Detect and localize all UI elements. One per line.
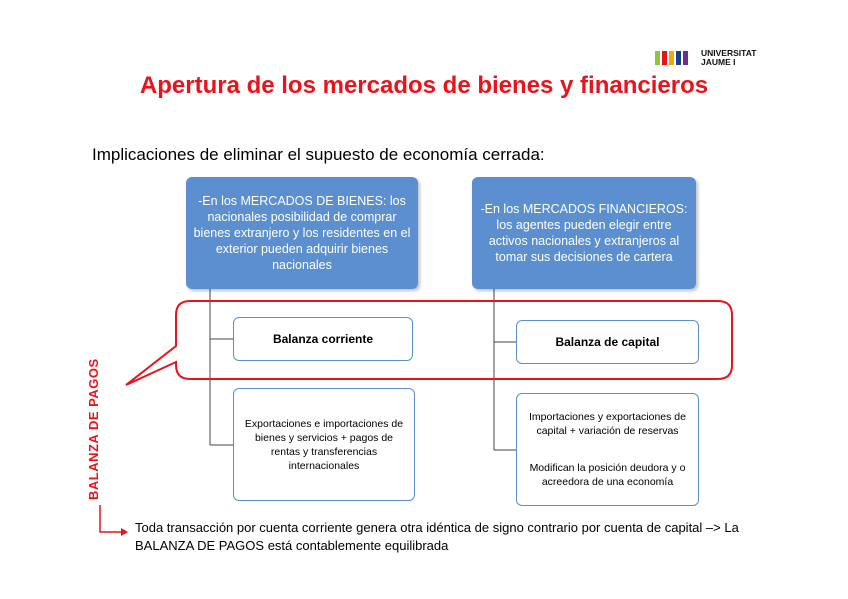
mercados-bienes-box: -En los MERCADOS DE BIENES: los nacionales posibilidad de comprar bienes extranjero y los residentes en el exterior pueden adquirir bienes nacionales: [186, 177, 418, 289]
balanza-corriente-box: Balanza corriente: [233, 317, 413, 361]
capital-detail-line1: Importaciones y exportaciones de capital + variación de reservas: [528, 410, 686, 437]
balanza-capital-detail: [516, 393, 699, 506]
capital-detail-line2: Modifican la posición deudora y o acreedora de una economía: [529, 462, 686, 489]
balanza-capital-box: Balanza de capital: [516, 320, 699, 364]
balanza-corriente-detail: Exportaciones e importaciones de bienes y servicios + pagos de rentas y transferencias internacionales: [233, 388, 415, 501]
mercados-financieros-box: -En los MERCADOS FINANCIEROS: los agentes pueden elegir entre activos nacionales y extranjeros al tomar sus decisiones de cartera: [472, 177, 696, 289]
balanza-de-pagos-label: BALANZA DE PAGOS: [86, 358, 101, 500]
logo-line2: JAUME I: [701, 57, 736, 67]
slide-title: Apertura de los mercados de bienes y financieros: [139, 72, 709, 99]
footer-note: Toda transacción por cuenta corriente genera otra idéntica de signo contrario por cuenta de capital –> La BALANZA DE PAGOS está contablemente equilibrada: [135, 520, 739, 553]
slide-subtitle: Implicaciones de eliminar el supuesto de economía cerrada:: [92, 145, 545, 164]
logo-line1: UNIVERSITAT: [701, 48, 757, 58]
